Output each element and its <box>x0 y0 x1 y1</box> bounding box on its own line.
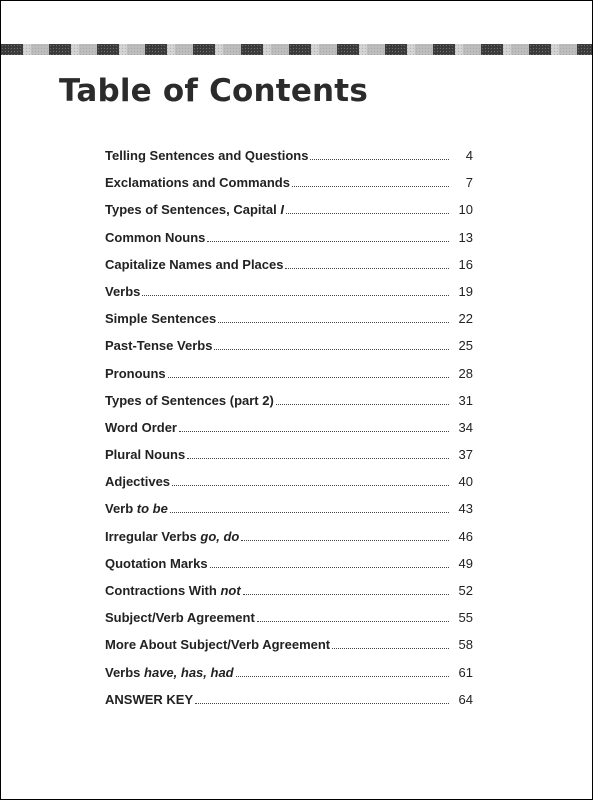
dot-leader <box>210 566 449 568</box>
toc-entry[interactable] <box>105 556 473 583</box>
toc-entry-page-number: 19 <box>458 283 473 299</box>
toc-entry-title-text: Pronouns <box>105 365 166 381</box>
toc-entry[interactable] <box>105 311 473 338</box>
toc-entry-title-text: ANSWER KEY <box>105 691 194 707</box>
toc-entry[interactable] <box>105 148 473 175</box>
dot-leader <box>214 348 449 350</box>
toc-entry-title-text: Quotation Marks <box>105 555 208 571</box>
toc-entry[interactable] <box>105 665 473 692</box>
dot-leader <box>207 240 449 242</box>
page-title: Table of Contents <box>59 73 368 109</box>
toc-entry-title <box>105 529 239 544</box>
toc-entry-page-number: 10 <box>458 202 473 218</box>
toc-entry[interactable] <box>105 393 473 420</box>
toc-entry-page-number: 52 <box>458 583 473 598</box>
toc-entry-title-text: Simple Sentences <box>105 311 217 327</box>
toc-entry-title-text: Verbs <box>105 664 145 680</box>
dot-leader <box>236 675 449 677</box>
toc-entry-title-italic: have, has, had <box>144 664 234 680</box>
toc-entry-title <box>105 230 205 245</box>
toc-entry-page-number: 22 <box>458 311 473 327</box>
toc-entry-title-text: Word Order <box>105 419 177 435</box>
toc-entry[interactable] <box>105 420 473 447</box>
dot-leader <box>168 376 449 378</box>
toc-entry[interactable] <box>105 366 473 393</box>
dot-leader <box>142 294 449 296</box>
toc-entry-title-italic: to be <box>136 501 168 517</box>
toc-entry-title-text: Capitalize Names and Places <box>105 256 284 272</box>
toc-entry-title <box>105 311 216 326</box>
toc-entry-title-text: Common Nouns <box>105 229 206 245</box>
toc-entry-page-number: 4 <box>465 148 473 163</box>
toc-entry[interactable] <box>105 637 473 664</box>
toc-entry-title <box>105 284 140 299</box>
toc-entry-title <box>105 692 193 707</box>
toc-entry-title <box>105 420 177 435</box>
toc-entry-title <box>105 202 284 217</box>
toc-entry-page-number: 28 <box>458 365 473 381</box>
toc-entry[interactable] <box>105 474 473 501</box>
toc-entry-page-number: 55 <box>458 610 473 626</box>
toc-entry-title-text: Exclamations and Commands <box>105 175 290 191</box>
dot-leader <box>257 620 449 622</box>
toc-entry-title-text: Contractions With <box>105 583 221 598</box>
toc-entry[interactable] <box>105 257 473 284</box>
dot-leader <box>187 457 449 459</box>
dot-leader <box>332 647 449 649</box>
dot-leader <box>292 185 449 187</box>
toc-entry-title <box>105 257 283 272</box>
toc-entry-title <box>105 338 212 353</box>
dot-leader <box>172 484 449 486</box>
dot-leader <box>286 212 449 214</box>
toc-entry-title-text: Adjectives <box>105 474 171 490</box>
toc-entry[interactable] <box>105 284 473 311</box>
toc-entry-title-italic: not <box>220 583 241 598</box>
toc-entry-title-italic: I <box>280 202 284 218</box>
toc-entry-page-number: 13 <box>458 229 473 245</box>
toc-entry-title <box>105 393 274 408</box>
toc-entry-page-number: 58 <box>458 637 473 653</box>
dot-leader <box>218 321 449 323</box>
toc-entry[interactable] <box>105 202 473 229</box>
toc-entry-title <box>105 583 241 598</box>
toc-list <box>105 148 473 719</box>
toc-entry-title-text: Telling Sentences and Questions <box>105 148 309 163</box>
toc-entry[interactable] <box>105 230 473 257</box>
dot-leader <box>243 593 449 595</box>
dot-leader <box>285 267 449 269</box>
toc-entry-page-number: 7 <box>465 175 473 191</box>
dot-leader <box>241 539 449 541</box>
toc-entry-title-italic: go, do <box>200 528 240 544</box>
toc-entry-title <box>105 175 290 190</box>
toc-entry-page-number: 34 <box>458 419 473 435</box>
toc-entry-title-text: Verb <box>105 501 137 517</box>
toc-entry[interactable] <box>105 692 473 719</box>
toc-entry-title-text: Plural Nouns <box>105 447 186 463</box>
toc-entry-page-number: 16 <box>458 256 473 272</box>
toc-entry[interactable] <box>105 583 473 610</box>
toc-entry-page-number: 31 <box>458 392 473 408</box>
toc-entry-page-number: 46 <box>458 528 473 544</box>
toc-entry-page-number: 40 <box>458 474 473 490</box>
dot-leader <box>276 403 449 405</box>
dot-leader <box>310 158 449 160</box>
toc-entry-title-text: Irregular Verbs <box>105 528 201 544</box>
dot-leader <box>195 702 449 704</box>
toc-entry-title-text: Types of Sentences (part 2) <box>105 392 274 408</box>
toc-entry-page-number: 61 <box>458 664 473 680</box>
toc-entry[interactable] <box>105 447 473 474</box>
toc-entry-title <box>105 637 330 652</box>
toc-entry-title-text: Verbs <box>105 283 141 299</box>
toc-entry-title <box>105 501 168 516</box>
toc-entry-title <box>105 474 170 489</box>
toc-entry[interactable] <box>105 501 473 528</box>
toc-entry-title <box>105 148 308 163</box>
toc-entry-page-number: 25 <box>458 338 473 354</box>
toc-entry-page-number: 49 <box>458 555 473 571</box>
toc-entry[interactable] <box>105 175 473 202</box>
toc-entry-page-number: 43 <box>458 501 473 517</box>
toc-entry-title <box>105 665 234 680</box>
toc-entry-page-number: 37 <box>458 447 473 463</box>
toc-entry[interactable] <box>105 610 473 637</box>
dot-leader <box>179 430 449 432</box>
toc-entry[interactable] <box>105 529 473 556</box>
dot-leader <box>170 511 449 513</box>
toc-entry-title-text: Subject/Verb Agreement <box>105 610 255 626</box>
toc-entry-title-text: Types of Sentences, Capital <box>105 202 281 218</box>
decorative-band <box>1 44 592 55</box>
toc-entry-title <box>105 447 185 462</box>
toc-entry-page-number: 64 <box>458 691 473 707</box>
toc-entry-title-text: Past-Tense Verbs <box>105 338 213 354</box>
toc-entry[interactable] <box>105 338 473 365</box>
toc-entry-title <box>105 366 166 381</box>
toc-entry-title-text: More About Subject/Verb Agreement <box>105 637 331 653</box>
toc-entry-title <box>105 556 208 571</box>
toc-entry-title <box>105 610 255 625</box>
